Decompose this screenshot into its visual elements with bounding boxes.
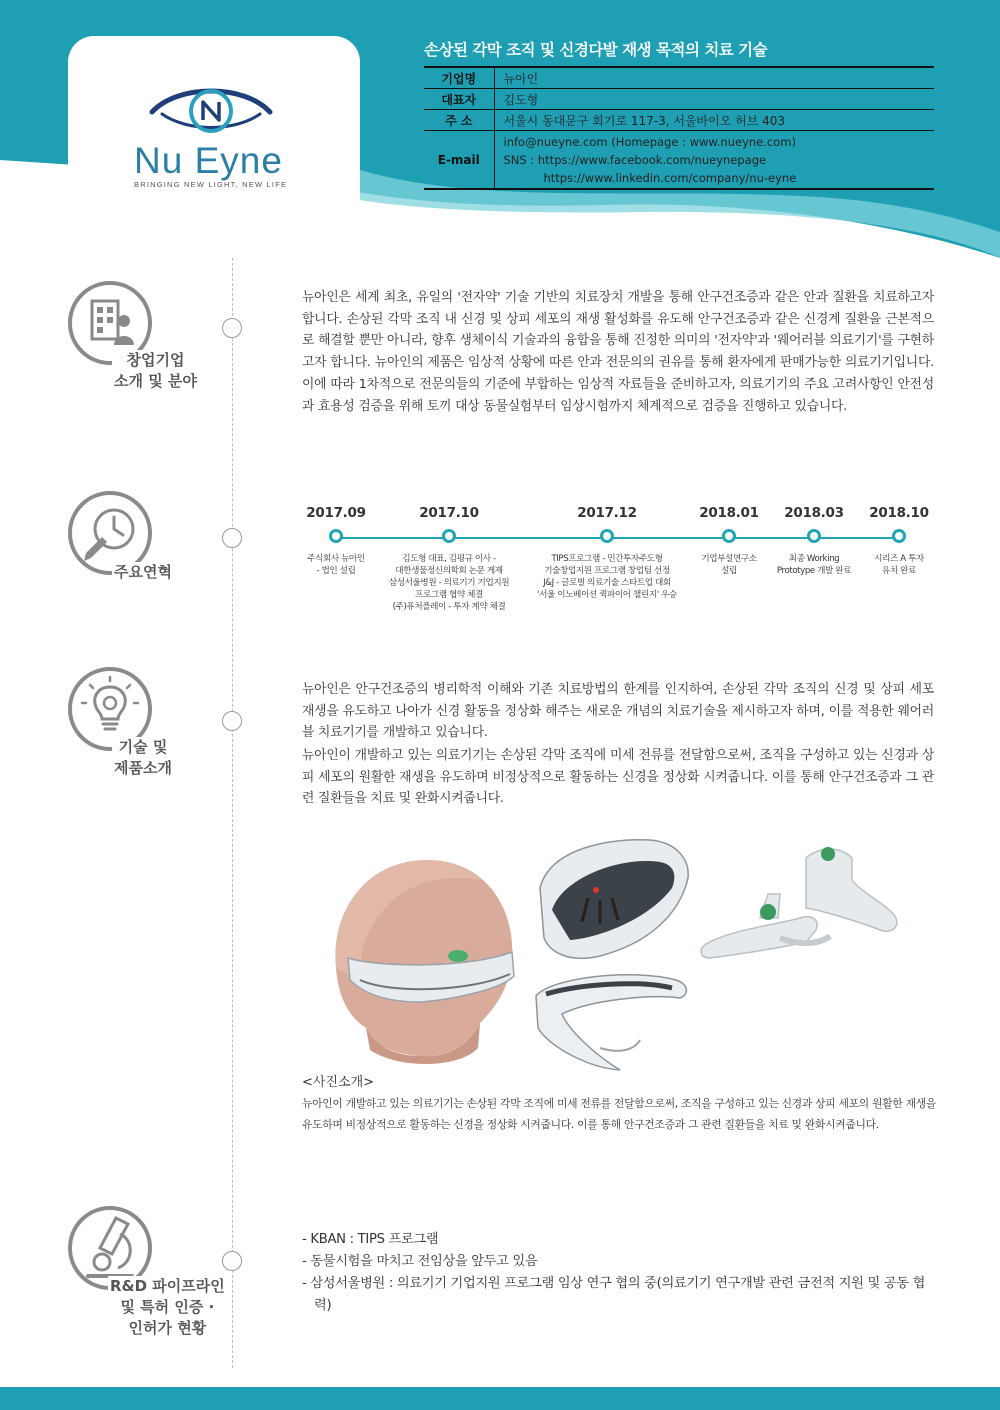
logo-tagline: BRINGING NEW LIGHT, NEW LIFE [134, 180, 288, 189]
history-dot [807, 529, 821, 543]
rd-list-item: - 삼성서울병원 : 의료기기 기업지원 프로그램 임상 연구 협의 중(의료기기 연구개발 관련 금전적 지원 및 공동 협력) [302, 1276, 926, 1313]
section-intro-label [112, 350, 199, 392]
section-intro-label-line2: 소개 및 분야 [114, 372, 197, 390]
tech-paragraph-1: 뉴아인은 안구건조증의 병리학적 이해와 기존 치료방법의 한계를 인지하여, 손상된 각막 조직의 신경 및 상피 세포 재생을 유도하고 나아가 신경 활동을 정상화 해주는 새로운 개념의 치료기술을 제시하고자 하며, 이를 적용한 웨어러블 치료기기를 개발하고 있습니다. [302, 682, 934, 741]
sns-facebook-line[interactable]: SNS : https://www.facebook.com/nueynepage [503, 153, 767, 167]
address-value: 서울시 동대문구 회기로 117-3, 서울바이오 허브 403 [494, 110, 934, 131]
history-description-line: - 법인 설립 [316, 566, 356, 576]
device-inside-view-image [540, 840, 688, 959]
nu-eyne-eye-logo-icon [148, 80, 274, 140]
device-band-view-image [536, 975, 686, 1070]
section-tech-label-line1: 기술 및 [118, 738, 168, 756]
history-year: 2018.10 [869, 505, 929, 521]
section-rd-label [108, 1276, 227, 1339]
company-value: 뉴아인 [494, 67, 934, 89]
history-description [824, 553, 974, 577]
section-tech-label [112, 737, 174, 779]
photo-caption-text: 뉴아인이 개발하고 있는 의료기기는 손상된 각막 조직에 미세 전류를 전달함으로써, 조직을 구성하고 있는 신경과 상피 세포의 원활한 재생을 유도하며 비정상적으로 활동하는 신경을 정상화 시켜줍니다. 이를 통해 안구건조증과 그 관련 질환들을 치료 및 완화시켜줍니다. [302, 1097, 936, 1131]
history-year: 2018.01 [699, 505, 759, 521]
company-info-table [424, 66, 934, 190]
email-value [494, 131, 934, 190]
section-rd-label-line1: R&D 파이프라인 [110, 1277, 225, 1295]
page-title: 손상된 각막 조직 및 신경다발 재생 목적의 치료 기술 [424, 41, 768, 59]
head-wearing-device-image [335, 860, 514, 1064]
timeline-node-intro [222, 318, 242, 338]
history-description-line: 김도형 대표, 김평규 이사 - [402, 554, 496, 564]
history-description-line: 삼성서울병원 - 의료기기 기업지원 [388, 578, 510, 588]
sns-linkedin-line[interactable]: https://www.linkedin.com/company/nu-eyne [543, 171, 797, 185]
rd-list-item: - KBAN : TIPS 프로그램 [302, 1232, 439, 1247]
history-dot [722, 529, 736, 543]
email-row [424, 131, 934, 190]
history-item [374, 505, 524, 613]
history-description-line: TIPS프로그램 - 민간투자주도형 [551, 554, 663, 564]
company-label: 기업명 [424, 67, 494, 89]
logo-brand-name: Nu Eyne [134, 140, 283, 181]
ceo-row [424, 89, 934, 110]
history-description-line: 주식회사 뉴아인 [307, 554, 365, 564]
logo-card [68, 36, 360, 258]
product-photo-area [300, 818, 940, 1078]
electrode-pads-image [701, 847, 897, 958]
rd-list [302, 1229, 936, 1317]
history-description-line: 대한생물정신의학회 논문 게재 [395, 566, 503, 576]
history-year: 2017.09 [306, 505, 366, 521]
ceo-value: 김도형 [494, 89, 934, 110]
history-timeline [296, 505, 946, 625]
history-year: 2018.03 [784, 505, 844, 521]
address-label: 주 소 [424, 110, 494, 131]
section-history-label: 주요연혁 [114, 563, 172, 581]
timeline-node-history [222, 528, 242, 548]
history-description-line: '서울 이노베이션 퀵파이어 챌린지' 우승 [537, 590, 677, 600]
rd-list-item: - 동물시험을 마치고 전임상을 앞두고 있음 [302, 1254, 538, 1269]
history-dot [442, 529, 456, 543]
tech-paragraph-2: 뉴아인이 개발하고 있는 의료기기는 손상된 각막 조직에 미세 전류를 전달함으로써, 조직을 구성하고 있는 신경과 상피 세포의 원활한 재생을 유도하며 비정상적으로 활동하는 신경을 정상화 시켜줍니다. 이를 통해 안구건조증과 그 관련 질환들을 치료 및 완화시켜줍니다. [302, 748, 934, 807]
section-tech-label-line2: 제품소개 [114, 759, 172, 777]
lightbulb-gear-icon [72, 671, 148, 747]
history-description-line: (주)퓨처플레이 - 투자 계약 체결 [392, 602, 506, 612]
history-description-line: 기술창업지원 프로그램 창업팀 선정 [544, 566, 670, 576]
history-dot [600, 529, 614, 543]
history-description-line: 시리즈 A 투자 [874, 554, 924, 564]
timeline-node-rd [222, 1251, 242, 1271]
company-row [424, 67, 934, 89]
history-description [374, 553, 524, 613]
history-year: 2017.10 [419, 505, 479, 521]
timeline-axis [232, 258, 233, 1368]
intro-paragraph: 뉴아인은 세계 최초, 유일의 '전자약' 기술 기반의 치료장치 개발을 통해 안구건조증과 같은 안과 질환을 치료하고자 합니다. 손상된 각막 조직 내 신경 및 상피 세포의 재생 활성화를 유도해 안구건조증과 같은 신경계 질환을 근본적으로 해결할 뿐만 아니라, 향후 생체이식 기술과의 융합을 통해 진정한 의미의 '전자약'과 '웨어러블 의료기기'를 구현하고자 합니다. 뉴아인의 제품은 임상적 상황에 따른 안과 전문의의 권유를 통해 환자에게 판매가능한 의료기기입니다. 이에 따라 1차적으로 전문의들의 기준에 부합하는 임상적 자료들을 준비하고자, 의료기기의 주요 고려사항인 안전성과 효용성 검증을 위해 토끼 대상 동물실험부터 임상시험까지 체계적으로 검증을 진행하고 있습니다. [302, 290, 934, 414]
address-row [424, 110, 934, 131]
footer-band [0, 1387, 1000, 1410]
section-rd-label-line3: 인허가 현황 [128, 1319, 207, 1337]
photo-caption-title: <사진소개> [302, 1075, 375, 1090]
history-description-line: Prototype 개발 완료 [776, 566, 852, 576]
history-dot [329, 529, 343, 543]
history-item [824, 505, 974, 577]
history-description-line: 최종 Working [788, 554, 840, 564]
email-line[interactable]: info@nueyne.com (Homepage : www.nueyne.com) [503, 135, 796, 149]
history-dot [892, 529, 906, 543]
section-intro-label-line1: 창업기업 [126, 351, 185, 369]
history-description-line: 설립 [721, 566, 737, 576]
email-label: E-mail [424, 131, 494, 190]
history-description-line: 기업부설연구소 [701, 554, 757, 564]
product-photos-image [300, 818, 940, 1078]
ceo-label: 대표자 [424, 89, 494, 110]
timeline-node-tech [222, 711, 242, 731]
history-year: 2017.12 [577, 505, 637, 521]
section-rd-label-line2: 및 특허 인증 · [120, 1298, 215, 1316]
history-description-line: 유치 완료 [882, 566, 916, 576]
clock-pencil-icon [72, 495, 148, 571]
history-description-line: J&J - 글로벌 의료기술 스타트업 대회 [543, 578, 671, 588]
microscope-icon [72, 1210, 148, 1286]
history-description-line: 프로그램 협약 체결 [415, 590, 483, 600]
